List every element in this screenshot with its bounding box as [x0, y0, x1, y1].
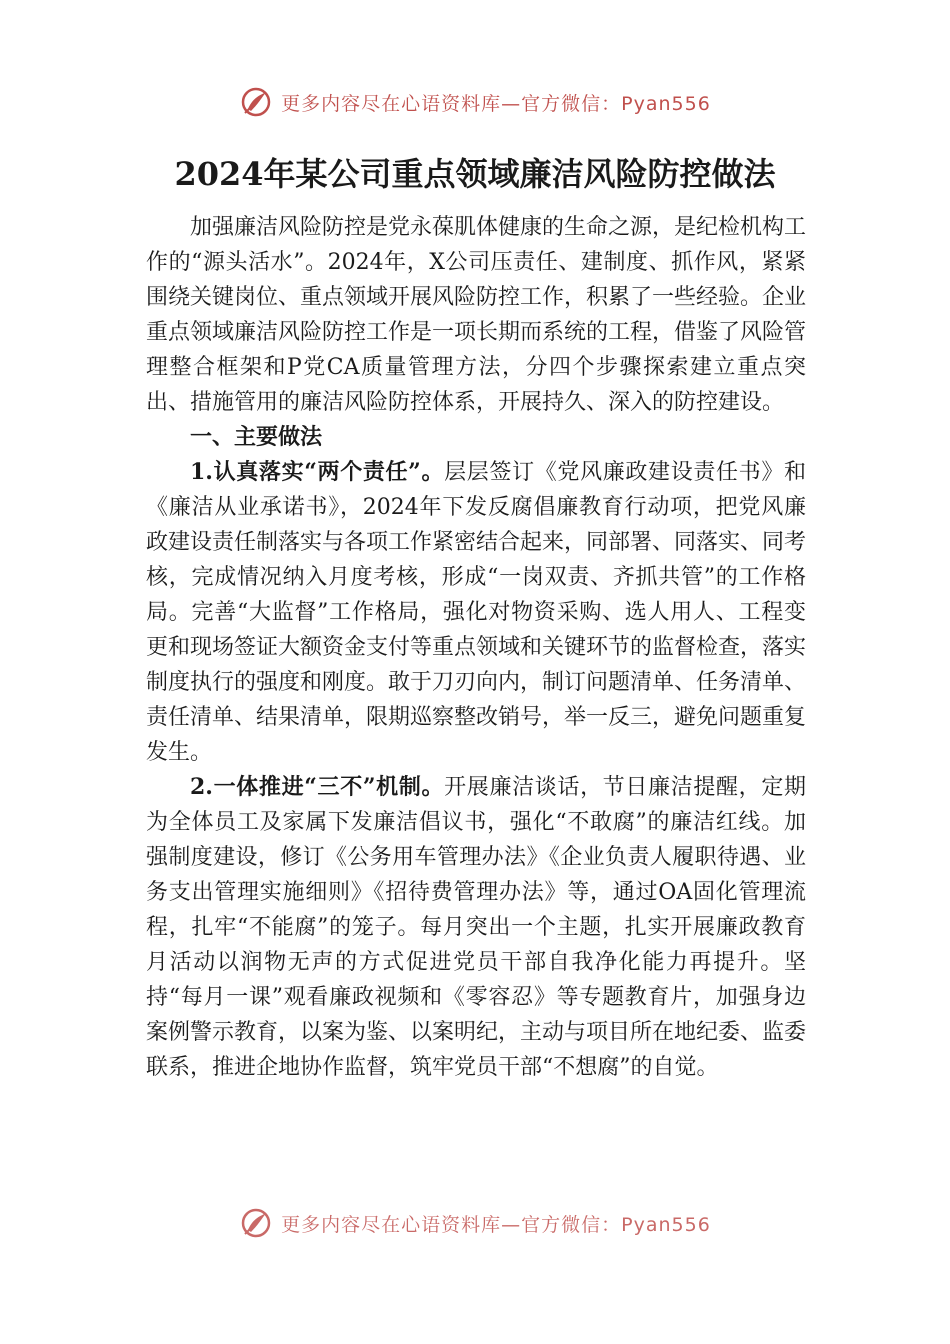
document-body	[146, 210, 806, 1085]
watermark-text: 更多内容尽在心语资料库—官方微信：Pyan556	[281, 92, 711, 115]
item-1-text: 层层签订《党风廉政建设责任书》和《廉洁从业承诺书》，2024年下发反腐倡廉教育行动项，把党风廉政建设责任制落实与各项工作紧密结合起来，同部署、同落实、同考核，完成情况纳入月度考核，形成“一岗双责、齐抓共管”的工作格局。完善“大监督”工作格局，强化对物资采购、选人用人、工程变更和现场签证大额资金支付等重点领域和关键环节的监督检查，落实制度执行的强度和刚度。敢于刀刃向内，制订问题清单、任务清单、责任清单、结果清单，限期巡察整改销号，举一反三，避免问题重复发生。	[146, 460, 807, 765]
item-2-text: 开展廉洁谈话，节日廉洁提醒，定期为全体员工及家属下发廉洁倡议书，强化“不敢腐”的廉洁红线。加强制度建设，修订《公务用车管理办法》《企业负责人履职待遇、业务支出管理实施细则》《招待费管理办法》等，通过OA固化管理流程，扎牢“不能腐”的笼子。每月突出一个主题，扎实开展廉政教育月活动以润物无声的方式促进党员干部自我净化能力再提升。坚持“每月一课”观看廉政视频和《零容忍》等专题教育片，加强身边案例警示教育，以案为鉴、以案明纪，主动与项目所在地纪委、监委联系，推进企地协作监督，筑牢党员干部“不想腐”的自觉。	[146, 775, 807, 1080]
item-2-lead: 2.一体推进“三不”机制。	[190, 774, 445, 800]
watermark-header	[0, 84, 950, 120]
item-1-paragraph	[146, 455, 806, 770]
item-2-paragraph	[146, 770, 806, 1085]
logo-icon	[239, 85, 273, 119]
watermark-footer	[0, 1205, 950, 1241]
watermark-text: 更多内容尽在心语资料库—官方微信：Pyan556	[281, 1213, 711, 1236]
intro-paragraph: 加强廉洁风险防控是党永葆肌体健康的生命之源，是纪检机构工作的“源头活水”。2024年，X公司压责任、建制度、抓作风，紧紧围绕关键岗位、重点领域开展风险防控工作，积累了一些经验。企业重点领域廉洁风险防控工作是一项长期而系统的工程，借鉴了风险管理整合框架和P党CA质量管理方法，分四个步骤探索建立重点突出、措施管用的廉洁风险防控体系，开展持久、深入的防控建设。	[146, 215, 807, 415]
document-title: 2024年某公司重点领域廉洁风险防控做法	[174, 155, 776, 193]
logo-icon	[239, 1206, 273, 1240]
item-1-lead: 1.认真落实“两个责任”。	[190, 459, 445, 485]
section-heading: 一、主要做法	[190, 424, 323, 450]
